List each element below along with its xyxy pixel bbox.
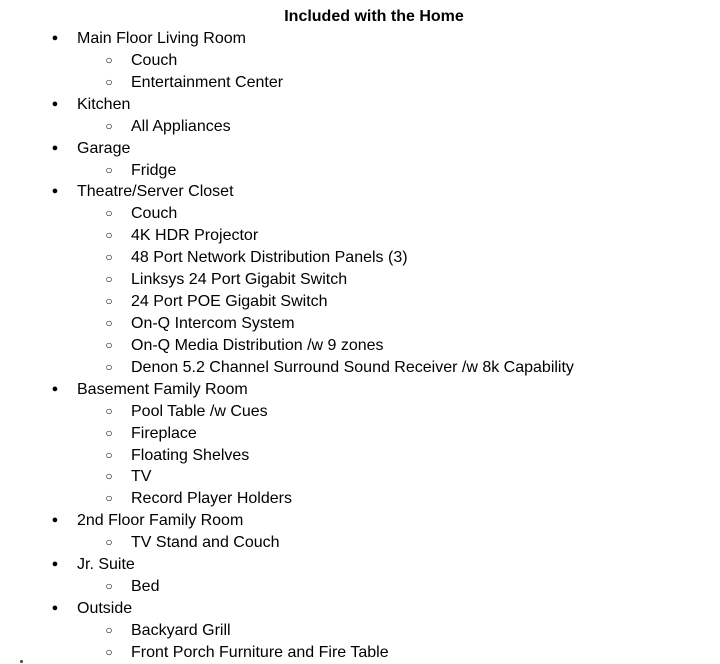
bullet-filled-icon: ●	[51, 601, 59, 614]
section-label: Garage	[77, 139, 131, 157]
list-item-label: Pool Table /w Cues	[131, 402, 268, 420]
section-label: Main Floor Living Room	[77, 30, 246, 47]
list-item-label: Entertainment Center	[131, 73, 284, 91]
list-item	[0, 576, 720, 598]
bullet-filled-icon: ●	[51, 32, 59, 44]
bullet-hollow-icon: ○	[105, 535, 113, 550]
bullet-hollow-icon: ○	[105, 118, 113, 133]
list-item-label: 24 Port POE Gigabit Switch	[131, 293, 328, 311]
section-label: Jr. Suite	[77, 556, 135, 574]
list-item	[0, 488, 720, 510]
bullet-hollow-icon: ○	[105, 447, 113, 462]
bullet-hollow-icon: ○	[105, 337, 113, 352]
list-item-label: Front Porch Furniture and Fire Table	[131, 643, 389, 661]
list-item	[0, 50, 720, 72]
list-item-label: Fireplace	[131, 424, 197, 442]
list-item-label: Floating Shelves	[131, 446, 250, 464]
list-item-label: TV Stand and Couch	[131, 534, 280, 552]
list-item-label: TV	[131, 468, 152, 486]
list-item-label: All Appliances	[131, 117, 231, 135]
bullet-filled-icon: ●	[51, 185, 59, 198]
bullet-hollow-icon: ○	[105, 359, 113, 374]
bullet-hollow-icon: ○	[105, 52, 113, 67]
bullet-filled-icon: ●	[51, 97, 59, 110]
bullet-hollow-icon: ○	[105, 403, 113, 418]
list-item-label: On-Q Media Distribution /w 9 zones	[131, 336, 384, 354]
bullet-hollow-icon: ○	[105, 250, 113, 265]
list-item-label: Backyard Grill	[131, 621, 231, 639]
bullet-filled-icon: ●	[51, 141, 59, 154]
list-item	[0, 72, 720, 94]
bullet-hollow-icon: ○	[105, 491, 113, 506]
bullet-filled-icon: ●	[51, 382, 59, 395]
list-item	[0, 532, 720, 554]
list-item	[0, 357, 720, 379]
list-item	[0, 116, 720, 138]
list-item-label: Couch	[131, 51, 178, 69]
bullet-hollow-icon: ○	[105, 469, 113, 484]
section-label: 2nd Floor Family Room	[77, 512, 244, 530]
bullet-hollow-icon: ○	[105, 162, 113, 177]
bullet-hollow-icon: ○	[105, 579, 113, 594]
list-item-label: Denon 5.2 Channel Surround Sound Receiver /w 8k Capability	[131, 358, 574, 376]
bullet-hollow-icon: ○	[105, 206, 113, 221]
section-heading	[0, 28, 720, 50]
list-item-label: On-Q Intercom System	[131, 314, 295, 332]
bullet-hollow-icon: ○	[105, 644, 113, 659]
section-label: Theatre/Server Closet	[77, 183, 234, 201]
list-item	[0, 423, 720, 445]
section-heading	[0, 181, 720, 203]
section-label: Outside	[77, 599, 133, 617]
bullet-hollow-icon: ○	[105, 74, 113, 89]
bullet-hollow-icon: ○	[105, 425, 113, 440]
list-item	[0, 203, 720, 225]
list-item-label: 48 Port Network Distribution Panels (3)	[131, 249, 408, 267]
bullet-hollow-icon: ○	[105, 272, 113, 287]
list-item	[0, 335, 720, 357]
list-item	[0, 225, 720, 247]
list-item	[0, 269, 720, 291]
section-heading	[0, 138, 720, 160]
list-item	[0, 466, 720, 488]
bullet-hollow-icon: ○	[105, 228, 113, 243]
list-item	[0, 313, 720, 335]
list-item	[0, 291, 720, 313]
section-heading	[0, 379, 720, 401]
section-heading	[0, 510, 720, 532]
list-item-label: Couch	[131, 205, 178, 223]
list-item	[0, 401, 720, 423]
section-heading	[0, 94, 720, 116]
inventory-list	[0, 28, 720, 664]
list-item	[0, 642, 720, 664]
section-label: Kitchen	[77, 95, 131, 113]
list-item-label: Fridge	[131, 161, 177, 179]
bullet-hollow-icon: ○	[105, 294, 113, 309]
document-title: Included with the Home	[284, 8, 464, 25]
list-item-label: Record Player Holders	[131, 490, 292, 508]
list-item	[0, 160, 720, 182]
list-item	[0, 445, 720, 467]
list-item	[0, 620, 720, 642]
bullet-filled-icon: ●	[51, 558, 59, 571]
list-item-label: Linksys 24 Port Gigabit Switch	[131, 271, 348, 289]
section-label: Basement Family Room	[77, 380, 248, 398]
section-heading	[0, 598, 720, 620]
list-item-label: 4K HDR Projector	[131, 227, 259, 245]
bullet-hollow-icon: ○	[105, 622, 113, 637]
list-item	[0, 247, 720, 269]
list-item-label: Bed	[131, 578, 160, 596]
section-heading	[0, 554, 720, 576]
bullet-filled-icon: ●	[51, 514, 59, 527]
bullet-hollow-icon: ○	[105, 315, 113, 330]
